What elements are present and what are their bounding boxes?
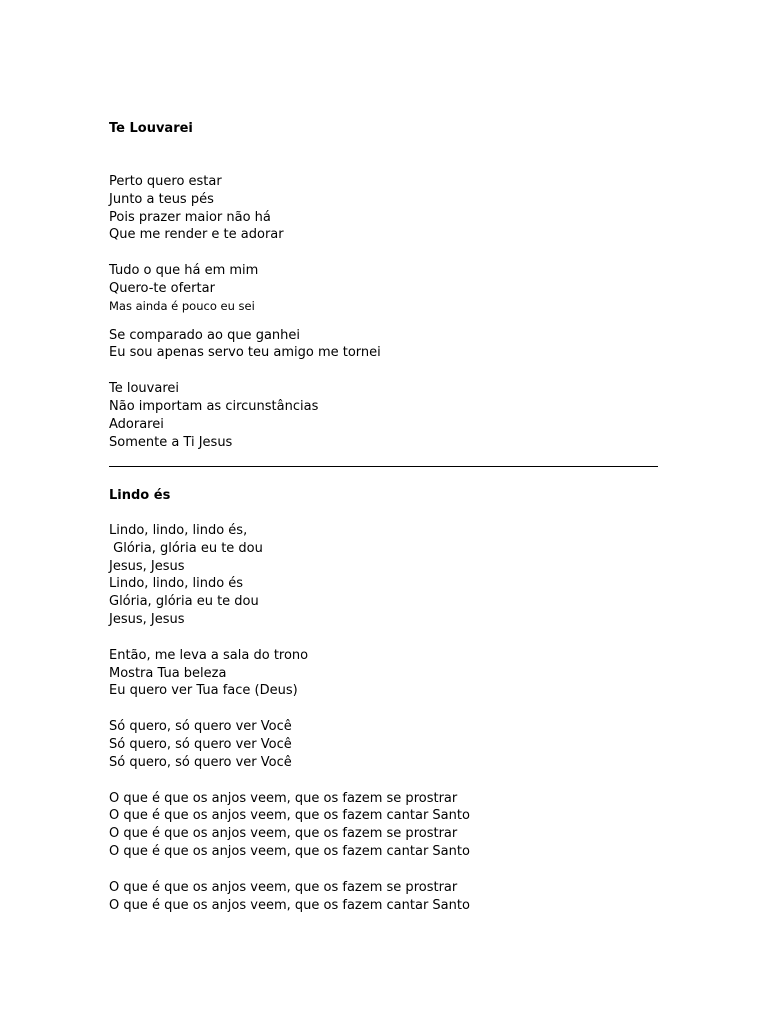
lyric-line: Mas ainda é pouco eu sei — [109, 298, 255, 313]
lyric-line: Não importam as circunstâncias — [109, 398, 319, 414]
stanza — [109, 262, 381, 315]
lyric-line: Mostra Tua beleza — [109, 665, 227, 681]
stanza — [109, 522, 470, 629]
lyric-line: Glória, glória eu te dou — [109, 540, 263, 556]
lyric-line: Eu sou apenas servo teu amigo me tornei — [109, 345, 381, 361]
lyric-line: Jesus, Jesus — [109, 611, 185, 627]
stanza — [109, 647, 470, 700]
lyric-line: Lindo, lindo, lindo és — [109, 576, 244, 592]
song-title: Lindo és — [109, 488, 171, 503]
stanza — [109, 879, 470, 915]
song-te-louvarei — [109, 120, 381, 451]
lyric-line: Eu quero ver Tua face (Deus) — [109, 683, 298, 699]
song-title: Te Louvarei — [109, 121, 193, 136]
lyric-line: Perto quero estar — [109, 174, 222, 189]
stanza — [109, 790, 470, 861]
lyric-line: O que é que os anjos veem, que os fazem cantar Santo — [109, 897, 470, 913]
stanza — [109, 327, 381, 363]
lyric-line: Junto a teus pés — [109, 191, 214, 207]
lyric-line: Te louvarei — [109, 381, 179, 397]
lyric-line: Quero-te ofertar — [109, 280, 215, 296]
stanza — [109, 380, 381, 451]
lyric-line: Somente a Ti Jesus — [109, 434, 233, 450]
lyric-line: O que é que os anjos veem, que os fazem cantar Santo — [109, 808, 470, 824]
lyric-line: Só quero, só quero ver Você — [109, 754, 292, 770]
lyric-line: Só quero, só quero ver Você — [109, 719, 292, 735]
lyric-line: Pois prazer maior não há — [109, 209, 271, 225]
lyric-line: O que é que os anjos veem, que os fazem cantar Santo — [109, 843, 470, 859]
lyric-line: Só quero, só quero ver Você — [109, 736, 292, 752]
lyric-line: Que me render e te adorar — [109, 227, 284, 243]
lyric-line: Tudo o que há em mim — [109, 263, 259, 279]
stanza — [109, 173, 381, 244]
lyric-line: O que é que os anjos veem, que os fazem se prostrar — [109, 879, 458, 895]
lyric-line: Lindo, lindo, lindo és, — [109, 523, 248, 538]
lyric-line: Glória, glória eu te dou — [109, 594, 259, 610]
lyric-line: Jesus, Jesus — [109, 558, 185, 574]
lyric-line: Então, me leva a sala do trono — [109, 647, 309, 663]
song-lindo-es — [109, 487, 470, 914]
section-divider — [109, 466, 658, 467]
lyric-line: Adorarei — [109, 416, 164, 432]
lyric-line: O que é que os anjos veem, que os fazem se prostrar — [109, 826, 458, 842]
stanza — [109, 718, 470, 771]
lyric-line: Se comparado ao que ganhei — [109, 327, 300, 343]
lyric-line: O que é que os anjos veem, que os fazem se prostrar — [109, 790, 458, 806]
